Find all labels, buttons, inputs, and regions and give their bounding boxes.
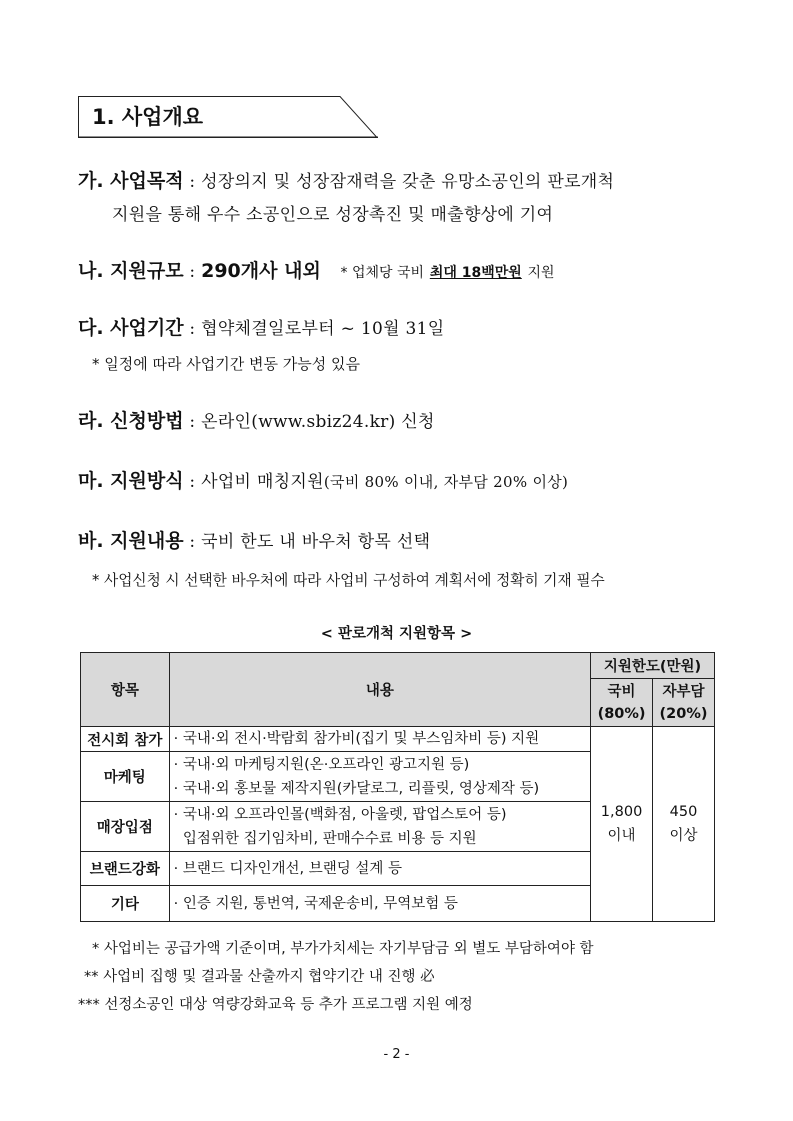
row-content — [169, 727, 590, 752]
method-section — [78, 406, 435, 433]
row-content — [169, 886, 590, 922]
method-label: 라. 신청방법 — [78, 410, 184, 432]
period-note: * 일정에 따라 사업기간 변동 가능성 있음 — [92, 355, 360, 373]
header-limit: 지원한도(만원) — [591, 653, 715, 679]
gov-amount-cell — [591, 727, 653, 922]
period-value: 협약체결일로부터 ~ 10월 31일 — [201, 319, 445, 339]
header-content: 내용 — [169, 653, 590, 727]
colon: : — [189, 172, 196, 192]
support-type-value: 사업비 매칭지원 — [201, 472, 324, 492]
scale-value: 290개사 내외 — [201, 260, 321, 282]
page-number: - 2 - — [383, 1047, 410, 1062]
footnote-3: *** 선정소공인 대상 역량강화교육 등 추가 프로그램 지원 예정 — [78, 997, 473, 1013]
section-heading: 1. 사업개요 — [92, 105, 204, 129]
scale-label: 나. 지원규모 — [78, 260, 184, 282]
colon: : — [189, 319, 196, 339]
row-content-line: · 브랜드 디자인개선, 브랜딩 설계 등 — [173, 860, 403, 877]
purpose-section — [78, 166, 614, 193]
purpose-label: 가. 사업목적 — [78, 170, 184, 192]
colon: : — [189, 532, 196, 552]
row-content-line: 입점위한 집기임차비, 판매수수료 비용 등 지원 — [173, 830, 477, 847]
row-category: 브랜드강화 — [81, 852, 170, 886]
period-label: 다. 사업기간 — [78, 317, 184, 339]
self-amount-suffix: 이상 — [669, 828, 698, 844]
scale-section — [78, 256, 555, 283]
scale-note-suffix: 지원 — [527, 265, 555, 281]
row-content-line: · 국내·외 홍보물 제작지원(카달로그, 리플릿, 영상제작 등) — [173, 780, 540, 797]
support-type-label: 마. 지원방식 — [78, 470, 184, 492]
row-content — [169, 752, 590, 802]
self-amount-cell — [653, 727, 715, 922]
purpose-text-line1: 성장의지 및 성장잠재력을 갖춘 유망소공인의 판로개척 — [201, 172, 615, 192]
support-type-paren: (국비 80% 이내, 자부담 20% 이상) — [323, 473, 569, 491]
table-row — [81, 727, 715, 752]
purpose-section-cont — [112, 200, 553, 225]
period-section — [78, 313, 444, 340]
gov-amount-suffix: 이내 — [607, 828, 636, 844]
support-type-section — [78, 466, 568, 493]
footnote-1: * 사업비는 공급가액 기준이며, 부가가치세는 자기부담금 외 별도 부담하여야 함 — [92, 941, 594, 957]
table-caption: < 판로개척 지원항목 > — [320, 626, 473, 642]
content-value: 국비 한도 내 바우처 항목 선택 — [201, 532, 431, 552]
scale-note-emph: 최대 18백만원 — [429, 265, 522, 281]
row-content-line: · 인증 지원, 통번역, 국제운송비, 무역보험 등 — [173, 895, 458, 912]
header-gov: 국비 — [591, 679, 653, 703]
row-content-line: · 국내·외 오프라인몰(백화점, 아울렛, 팝업스토어 등) — [173, 806, 507, 823]
row-content-line: · 국내·외 전시·박람회 참가비(집기 및 부스임차비 등) 지원 — [173, 731, 540, 747]
colon: : — [189, 262, 196, 282]
purpose-text-line2: 지원을 통해 우수 소공인으로 성장촉진 및 매출향상에 기여 — [112, 205, 554, 225]
header-self: 자부담 — [653, 679, 715, 703]
content-section — [78, 526, 430, 553]
row-content — [169, 802, 590, 852]
row-category: 기타 — [81, 886, 170, 922]
row-category: 매장입점 — [81, 802, 170, 852]
row-category: 마케팅 — [81, 752, 170, 802]
row-content — [169, 852, 590, 886]
header-self-pct: (20%) — [653, 703, 715, 727]
row-content-line: · 국내·외 마케팅지원(온·오프라인 광고지원 등) — [173, 756, 470, 773]
method-value: 온라인(www.sbiz24.kr) 신청 — [201, 412, 435, 432]
header-gov-pct: (80%) — [591, 703, 653, 727]
colon: : — [189, 412, 196, 432]
support-items-table — [80, 652, 715, 922]
header-item: 항목 — [81, 653, 170, 727]
row-category: 전시회 참가 — [81, 727, 170, 752]
self-amount: 450 — [669, 804, 698, 820]
colon: : — [189, 472, 196, 492]
footnote-2: ** 사업비 집행 및 결과물 산출까지 협약기간 내 진행 必 — [84, 969, 435, 985]
content-note: * 사업신청 시 선택한 바우처에 따라 사업비 구성하여 계획서에 정확히 기재 필수 — [92, 572, 605, 589]
gov-amount: 1,800 — [600, 804, 643, 820]
content-label: 바. 지원내용 — [78, 530, 184, 552]
scale-note-prefix: * 업체당 국비 — [340, 265, 425, 281]
